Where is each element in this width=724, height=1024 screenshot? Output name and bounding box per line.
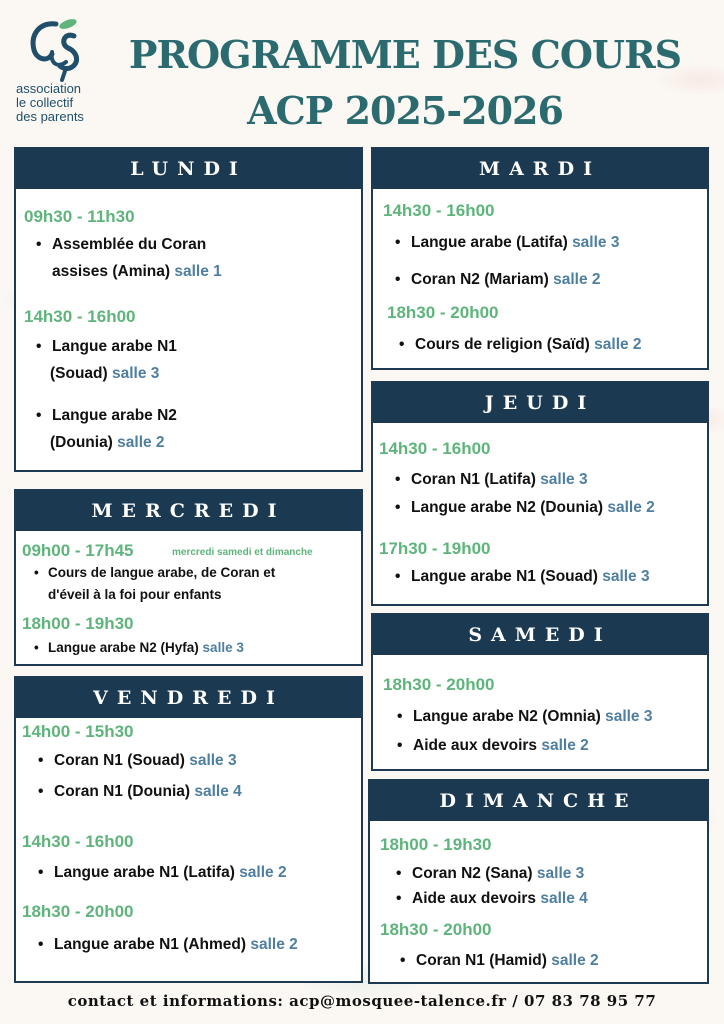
time-slot: 18h30 - 20h00: [387, 303, 499, 322]
room-label: salle 4: [194, 783, 242, 800]
time-slot: 14h30 - 16h00: [24, 307, 136, 326]
day-title-mercredi: MERCREDI: [16, 491, 361, 531]
time-slot: 14h00 - 15h30: [22, 722, 134, 741]
course-item-cont: (Souad) salle 3: [50, 365, 160, 382]
day-card-dimanche: [368, 779, 709, 984]
day-card-vendredi: [14, 676, 363, 983]
room-label: salle 2: [541, 737, 589, 754]
time-slot: 18h30 - 20h00: [380, 920, 492, 939]
course-item: • Aide aux devoirs salle 2: [397, 737, 589, 754]
time-slot: 18h00 - 19h30: [22, 614, 134, 633]
day-title-lundi: LUNDI: [16, 149, 361, 189]
logo-line-3: des parents: [16, 109, 84, 124]
room-label: salle 3: [202, 640, 244, 655]
course-item: • Langue arabe (Latifa) salle 3: [395, 234, 620, 251]
room-label: salle 3: [602, 568, 650, 585]
page-title: PROGRAMME DES COURS: [128, 32, 682, 77]
logo-line-2: le collectif: [16, 95, 74, 110]
course-item: • Langue arabe N1: [36, 338, 177, 355]
acp-logo-icon: [22, 16, 92, 82]
course-item: • Coran N2 (Sana) salle 3: [396, 865, 585, 882]
room-label: salle 3: [189, 752, 237, 769]
day-title-samedi: SAMEDI: [373, 615, 707, 655]
course-item-cont: d'éveil à la foi pour enfants: [48, 587, 222, 602]
course-item: • Langue arabe N1 (Latifa) salle 2: [38, 864, 287, 881]
course-item: • Langue arabe N1 (Souad) salle 3: [395, 568, 650, 585]
room-label: salle 3: [540, 471, 588, 488]
room-label: salle 2: [553, 271, 601, 288]
room-label: salle 2: [607, 499, 655, 516]
time-slot: 14h30 - 16h00: [22, 832, 134, 851]
course-item-cont: assises (Amina) salle 1: [52, 263, 222, 280]
time-slot: 18h00 - 19h30: [380, 835, 492, 854]
room-label: salle 2: [594, 336, 642, 353]
course-item: • Coran N1 (Latifa) salle 3: [395, 471, 588, 488]
room-label: salle 4: [540, 890, 588, 907]
room-label: salle 1: [174, 263, 222, 280]
time-slot: 09h00 - 17h45: [22, 541, 134, 560]
page-subtitle: ACP 2025-2026: [247, 88, 563, 133]
day-card-lundi: [14, 147, 363, 472]
course-item: • Aide aux devoirs salle 4: [396, 890, 588, 907]
day-title-jeudi: JEUDI: [373, 383, 707, 423]
room-label: salle 2: [239, 864, 287, 881]
time-slot: 14h30 - 16h00: [383, 201, 495, 220]
logo-line-1: association: [16, 81, 82, 96]
time-slot: 17h30 - 19h00: [379, 539, 491, 558]
course-item: • Coran N1 (Hamid) salle 2: [400, 952, 599, 969]
day-card-mardi: [371, 147, 709, 370]
time-slot: 09h30 - 11h30: [24, 207, 135, 226]
room-label: salle 3: [572, 234, 620, 251]
course-item: • Assemblée du Coran: [36, 236, 207, 253]
course-item: • Langue arabe N2 (Hyfa) salle 3: [34, 640, 244, 655]
time-slot: 18h30 - 20h00: [383, 675, 495, 694]
course-item: • Langue arabe N1 (Ahmed) salle 2: [38, 936, 298, 953]
room-label: salle 2: [551, 952, 599, 969]
room-label: salle 2: [250, 936, 298, 953]
day-title-dimanche: DIMANCHE: [370, 781, 707, 821]
room-label: salle 3: [605, 708, 653, 725]
room-label: salle 3: [112, 365, 160, 382]
course-item: • Coran N1 (Dounia) salle 4: [38, 783, 242, 800]
day-card-jeudi: [371, 381, 709, 606]
day-card-samedi: [371, 613, 709, 771]
room-label: salle 2: [117, 434, 165, 451]
course-item: • Langue arabe N2 (Omnia) salle 3: [397, 708, 653, 725]
acp-logo: [16, 16, 116, 136]
course-item: • Coran N1 (Souad) salle 3: [38, 752, 237, 769]
room-label: salle 3: [536, 865, 585, 882]
course-item-cont: (Dounia) salle 2: [50, 434, 165, 451]
course-item: • Coran N2 (Mariam) salle 2: [395, 271, 601, 288]
course-item: • Langue arabe N2: [36, 407, 177, 424]
course-item: • Cours de langue arabe, de Coran et: [34, 565, 276, 580]
day-title-vendredi: VENDREDI: [16, 678, 361, 718]
course-item: • Cours de religion (Saïd) salle 2: [399, 336, 642, 353]
schedule-note: mercredi samedi et dimanche: [172, 547, 313, 558]
time-slot: 14h30 - 16h00: [379, 439, 491, 458]
time-slot: 18h30 - 20h00: [22, 902, 134, 921]
contact-footer: contact et informations: acp@mosquee-talence.fr / 07 83 78 95 77: [67, 992, 657, 1010]
course-item: • Langue arabe N2 (Dounia) salle 2: [395, 499, 655, 516]
day-title-mardi: MARDI: [373, 149, 707, 189]
day-card-mercredi: [14, 489, 363, 666]
